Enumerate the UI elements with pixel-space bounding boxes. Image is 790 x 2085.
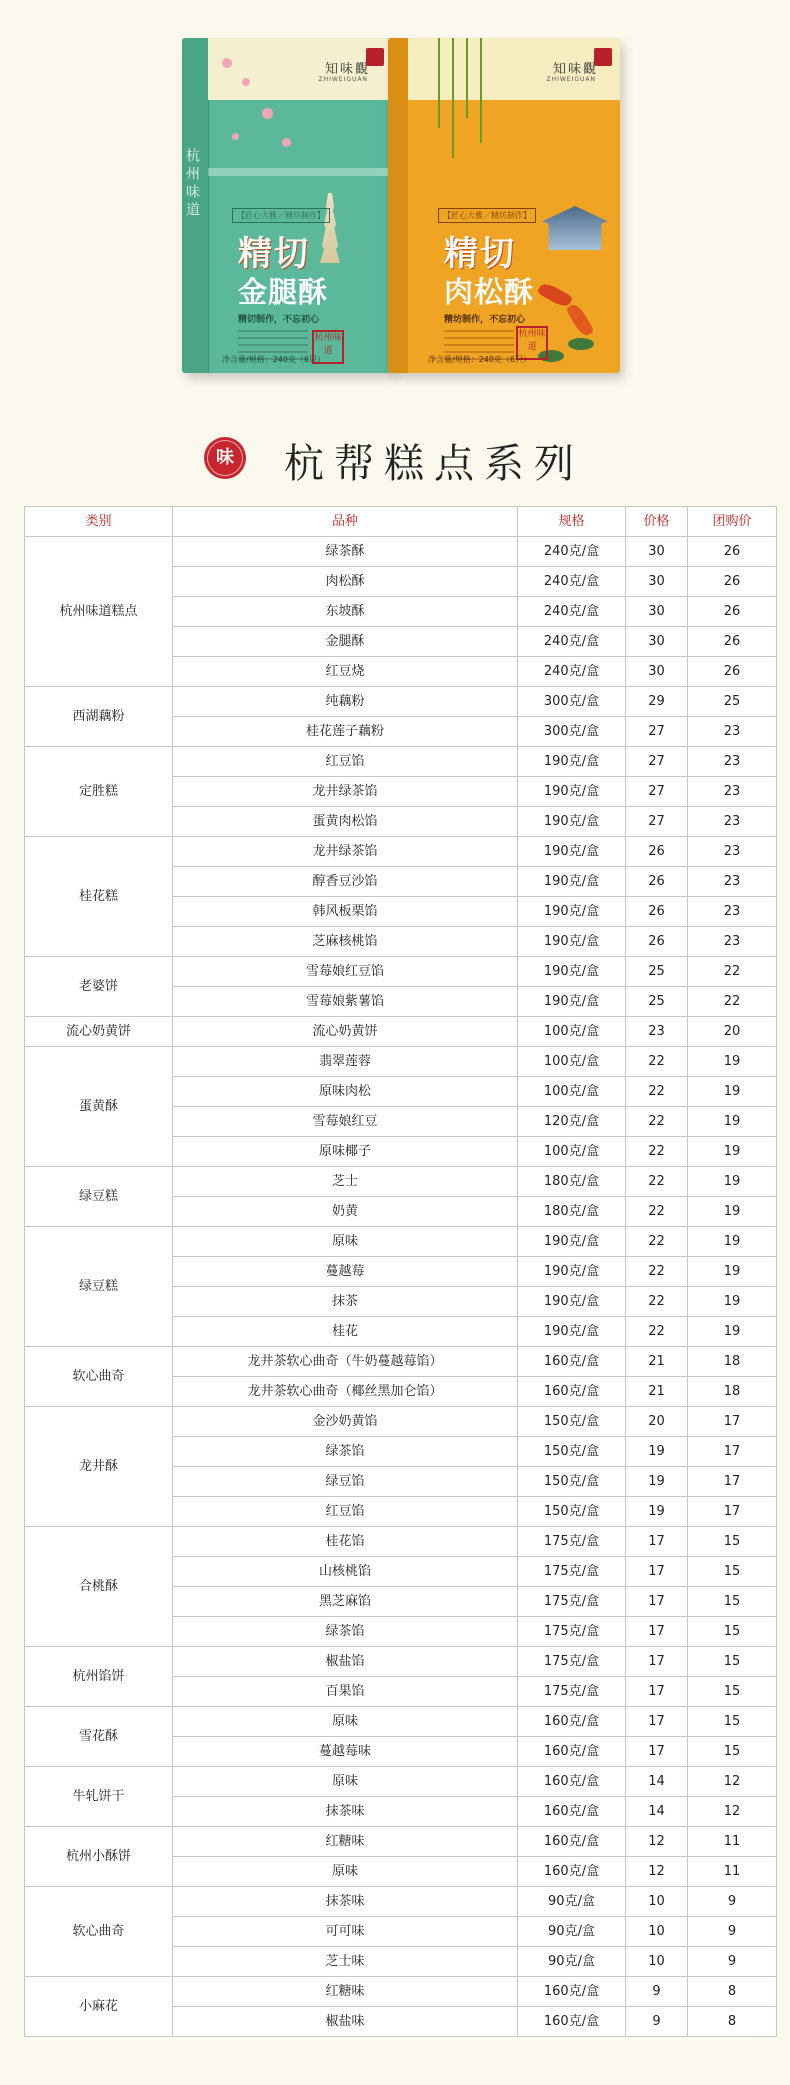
box-side-text: 杭州味道 bbox=[184, 148, 200, 220]
price-cell: 27 bbox=[626, 747, 688, 777]
spec-cell: 190克/盒 bbox=[518, 927, 626, 957]
spec-cell: 150克/盒 bbox=[518, 1437, 626, 1467]
price-cell: 27 bbox=[626, 777, 688, 807]
price-cell: 17 bbox=[626, 1617, 688, 1647]
table-row bbox=[25, 1017, 777, 1047]
group-price-cell: 22 bbox=[688, 957, 777, 987]
variety-cell: 红豆馅 bbox=[173, 1497, 518, 1527]
box-title-line2: 金腿酥 bbox=[238, 275, 329, 309]
category-cell: 龙井酥 bbox=[25, 1407, 173, 1527]
spec-cell: 90克/盒 bbox=[518, 1947, 626, 1977]
category-cell: 小麻花 bbox=[25, 1977, 173, 2037]
group-price-cell: 23 bbox=[688, 897, 777, 927]
price-cell: 17 bbox=[626, 1707, 688, 1737]
spec-cell: 240克/盒 bbox=[518, 597, 626, 627]
variety-cell: 红豆馅 bbox=[173, 747, 518, 777]
price-cell: 23 bbox=[626, 1017, 688, 1047]
variety-cell: 原味 bbox=[173, 1707, 518, 1737]
variety-cell: 芝麻核桃馅 bbox=[173, 927, 518, 957]
variety-cell: 黑芝麻馅 bbox=[173, 1587, 518, 1617]
variety-cell: 蛋黄肉松馅 bbox=[173, 807, 518, 837]
price-cell: 12 bbox=[626, 1857, 688, 1887]
group-price-cell: 18 bbox=[688, 1377, 777, 1407]
variety-cell: 蔓越莓 bbox=[173, 1257, 518, 1287]
price-cell: 19 bbox=[626, 1497, 688, 1527]
spec-cell: 175克/盒 bbox=[518, 1527, 626, 1557]
pavilion-illustration bbox=[542, 206, 608, 250]
group-price-cell: 23 bbox=[688, 927, 777, 957]
group-price-cell: 20 bbox=[688, 1017, 777, 1047]
variety-cell: 雪莓娘红豆 bbox=[173, 1107, 518, 1137]
spec-cell: 160克/盒 bbox=[518, 1797, 626, 1827]
spec-cell: 160克/盒 bbox=[518, 1767, 626, 1797]
column-header-price: 价格 bbox=[626, 507, 688, 537]
group-price-cell: 26 bbox=[688, 537, 777, 567]
category-cell: 绿豆糕 bbox=[25, 1167, 173, 1227]
price-cell: 22 bbox=[626, 1077, 688, 1107]
group-price-cell: 12 bbox=[688, 1797, 777, 1827]
variety-cell: 原味肉松 bbox=[173, 1077, 518, 1107]
variety-cell: 原味 bbox=[173, 1857, 518, 1887]
spec-cell: 300克/盒 bbox=[518, 687, 626, 717]
spec-cell: 175克/盒 bbox=[518, 1587, 626, 1617]
spec-cell: 160克/盒 bbox=[518, 1707, 626, 1737]
spec-cell: 175克/盒 bbox=[518, 1557, 626, 1587]
page-title: 杭帮糕点系列 bbox=[284, 441, 584, 487]
column-header-variety: 品种 bbox=[173, 507, 518, 537]
group-price-cell: 15 bbox=[688, 1557, 777, 1587]
box-title-line2: 肉松酥 bbox=[444, 275, 535, 309]
spec-cell: 240克/盒 bbox=[518, 657, 626, 687]
category-cell: 杭州小酥饼 bbox=[25, 1827, 173, 1887]
price-cell: 9 bbox=[626, 1977, 688, 2007]
box-brand-sub: ZHIWEIGUAN bbox=[318, 76, 368, 83]
column-header-category: 类别 bbox=[25, 507, 173, 537]
variety-cell: 抹茶味 bbox=[173, 1887, 518, 1917]
box-brand: 知味觀 bbox=[324, 62, 370, 77]
spec-cell: 300克/盒 bbox=[518, 717, 626, 747]
category-cell: 牛轧饼干 bbox=[25, 1767, 173, 1827]
group-price-cell: 19 bbox=[688, 1287, 777, 1317]
spec-cell: 150克/盒 bbox=[518, 1497, 626, 1527]
variety-cell: 绿茶酥 bbox=[173, 537, 518, 567]
koi-fish-illustration bbox=[537, 280, 573, 309]
box-stamp: 杭州味道 bbox=[312, 330, 344, 364]
category-cell: 合桃酥 bbox=[25, 1527, 173, 1647]
group-price-cell: 26 bbox=[688, 567, 777, 597]
product-hero-image bbox=[0, 0, 790, 400]
price-cell: 22 bbox=[626, 1197, 688, 1227]
table-row bbox=[25, 687, 777, 717]
spec-cell: 175克/盒 bbox=[518, 1677, 626, 1707]
group-price-cell: 15 bbox=[688, 1527, 777, 1557]
price-cell: 14 bbox=[626, 1797, 688, 1827]
spec-cell: 180克/盒 bbox=[518, 1197, 626, 1227]
group-price-cell: 26 bbox=[688, 627, 777, 657]
table-body bbox=[25, 537, 777, 2037]
table-header-row bbox=[25, 507, 777, 537]
spec-cell: 240克/盒 bbox=[518, 627, 626, 657]
table-row bbox=[25, 1707, 777, 1737]
variety-cell: 桂花莲子藕粉 bbox=[173, 717, 518, 747]
price-cell: 30 bbox=[626, 627, 688, 657]
koi-fish-illustration bbox=[565, 302, 594, 338]
group-price-cell: 15 bbox=[688, 1587, 777, 1617]
category-cell: 桂花糕 bbox=[25, 837, 173, 957]
table-row bbox=[25, 1047, 777, 1077]
variety-cell: 龙井茶软心曲奇（牛奶蔓越莓馅） bbox=[173, 1347, 518, 1377]
table-row bbox=[25, 1827, 777, 1857]
category-cell: 定胜糕 bbox=[25, 747, 173, 837]
table-row bbox=[25, 1167, 777, 1197]
price-cell: 21 bbox=[626, 1347, 688, 1377]
price-cell: 29 bbox=[626, 687, 688, 717]
variety-cell: 芝士味 bbox=[173, 1947, 518, 1977]
group-price-cell: 22 bbox=[688, 987, 777, 1017]
spec-cell: 160克/盒 bbox=[518, 1377, 626, 1407]
spec-cell: 175克/盒 bbox=[518, 1617, 626, 1647]
spec-cell: 190克/盒 bbox=[518, 807, 626, 837]
category-cell: 杭州馅饼 bbox=[25, 1647, 173, 1707]
price-cell: 10 bbox=[626, 1947, 688, 1977]
group-price-cell: 17 bbox=[688, 1467, 777, 1497]
section-heading bbox=[0, 430, 790, 490]
group-price-cell: 8 bbox=[688, 2007, 777, 2037]
variety-cell: 桂花馅 bbox=[173, 1527, 518, 1557]
price-cell: 17 bbox=[626, 1587, 688, 1617]
variety-cell: 雪莓娘红豆馅 bbox=[173, 957, 518, 987]
table-row bbox=[25, 837, 777, 867]
variety-cell: 绿豆馅 bbox=[173, 1467, 518, 1497]
group-price-cell: 23 bbox=[688, 837, 777, 867]
table-row bbox=[25, 537, 777, 567]
spec-cell: 190克/盒 bbox=[518, 1257, 626, 1287]
group-price-cell: 26 bbox=[688, 657, 777, 687]
variety-cell: 金沙奶黄馅 bbox=[173, 1407, 518, 1437]
variety-cell: 山核桃馅 bbox=[173, 1557, 518, 1587]
box-title-line1: 精切 bbox=[444, 234, 516, 274]
variety-cell: 原味椰子 bbox=[173, 1137, 518, 1167]
variety-cell: 纯藕粉 bbox=[173, 687, 518, 717]
spec-cell: 190克/盒 bbox=[518, 897, 626, 927]
group-price-cell: 15 bbox=[688, 1737, 777, 1767]
price-cell: 25 bbox=[626, 987, 688, 1017]
price-cell: 30 bbox=[626, 597, 688, 627]
variety-cell: 韩风板栗馅 bbox=[173, 897, 518, 927]
price-cell: 17 bbox=[626, 1557, 688, 1587]
spec-cell: 190克/盒 bbox=[518, 1287, 626, 1317]
price-cell: 26 bbox=[626, 927, 688, 957]
price-cell: 22 bbox=[626, 1107, 688, 1137]
spec-cell: 150克/盒 bbox=[518, 1407, 626, 1437]
group-price-cell: 8 bbox=[688, 1977, 777, 2007]
group-price-cell: 12 bbox=[688, 1767, 777, 1797]
group-price-cell: 19 bbox=[688, 1227, 777, 1257]
spec-cell: 100克/盒 bbox=[518, 1077, 626, 1107]
price-cell: 26 bbox=[626, 837, 688, 867]
box-slogan: 精切制作，不忘初心 bbox=[238, 315, 320, 325]
spec-cell: 160克/盒 bbox=[518, 1347, 626, 1377]
group-price-cell: 25 bbox=[688, 687, 777, 717]
spec-cell: 100克/盒 bbox=[518, 1137, 626, 1167]
group-price-cell: 19 bbox=[688, 1107, 777, 1137]
spec-cell: 190克/盒 bbox=[518, 1317, 626, 1347]
price-cell: 20 bbox=[626, 1407, 688, 1437]
price-cell: 30 bbox=[626, 537, 688, 567]
category-cell: 软心曲奇 bbox=[25, 1347, 173, 1407]
box-side-panel bbox=[388, 38, 408, 373]
group-price-cell: 9 bbox=[688, 1917, 777, 1947]
variety-cell: 龙井绿茶馅 bbox=[173, 837, 518, 867]
variety-cell: 翡翠莲蓉 bbox=[173, 1047, 518, 1077]
price-cell: 12 bbox=[626, 1827, 688, 1857]
box-slogan: 精坊制作，不忘初心 bbox=[444, 315, 526, 325]
category-cell: 杭州味道糕点 bbox=[25, 537, 173, 687]
group-price-cell: 15 bbox=[688, 1617, 777, 1647]
variety-cell: 东坡酥 bbox=[173, 597, 518, 627]
box-tagline: 【匠心大雅／精坊制作】 bbox=[438, 208, 536, 223]
group-price-cell: 11 bbox=[688, 1827, 777, 1857]
price-cell: 19 bbox=[626, 1467, 688, 1497]
group-price-cell: 19 bbox=[688, 1137, 777, 1167]
variety-cell: 龙井绿茶馅 bbox=[173, 777, 518, 807]
price-cell: 22 bbox=[626, 1047, 688, 1077]
group-price-cell: 26 bbox=[688, 597, 777, 627]
price-cell: 26 bbox=[626, 897, 688, 927]
spec-cell: 175克/盒 bbox=[518, 1647, 626, 1677]
group-price-cell: 15 bbox=[688, 1647, 777, 1677]
price-cell: 22 bbox=[626, 1317, 688, 1347]
box-stamp: 杭州味道 bbox=[516, 326, 548, 360]
category-cell: 老婆饼 bbox=[25, 957, 173, 1017]
group-price-cell: 17 bbox=[688, 1497, 777, 1527]
price-cell: 17 bbox=[626, 1647, 688, 1677]
table-row bbox=[25, 1227, 777, 1257]
variety-cell: 原味 bbox=[173, 1767, 518, 1797]
price-cell: 19 bbox=[626, 1437, 688, 1467]
group-price-cell: 19 bbox=[688, 1167, 777, 1197]
variety-cell: 椒盐味 bbox=[173, 2007, 518, 2037]
group-price-cell: 23 bbox=[688, 867, 777, 897]
spec-cell: 150克/盒 bbox=[518, 1467, 626, 1497]
variety-cell: 雪莓娘紫薯馅 bbox=[173, 987, 518, 1017]
price-cell: 22 bbox=[626, 1167, 688, 1197]
group-price-cell: 11 bbox=[688, 1857, 777, 1887]
box-net-weight: 净含量/规格：240克（6只） bbox=[428, 355, 532, 364]
group-price-cell: 9 bbox=[688, 1887, 777, 1917]
price-cell: 27 bbox=[626, 717, 688, 747]
category-cell: 软心曲奇 bbox=[25, 1887, 173, 1977]
price-cell: 22 bbox=[626, 1257, 688, 1287]
group-price-cell: 17 bbox=[688, 1437, 777, 1467]
table-row bbox=[25, 1527, 777, 1557]
variety-cell: 可可味 bbox=[173, 1917, 518, 1947]
spec-cell: 190克/盒 bbox=[518, 867, 626, 897]
group-price-cell: 19 bbox=[688, 1257, 777, 1287]
category-cell: 绿豆糕 bbox=[25, 1227, 173, 1347]
spec-cell: 90克/盒 bbox=[518, 1917, 626, 1947]
spec-cell: 100克/盒 bbox=[518, 1047, 626, 1077]
price-cell: 17 bbox=[626, 1737, 688, 1767]
spec-cell: 190克/盒 bbox=[518, 747, 626, 777]
spec-cell: 90克/盒 bbox=[518, 1887, 626, 1917]
price-cell: 17 bbox=[626, 1677, 688, 1707]
spec-cell: 160克/盒 bbox=[518, 1737, 626, 1767]
variety-cell: 肉松酥 bbox=[173, 567, 518, 597]
group-price-cell: 19 bbox=[688, 1077, 777, 1107]
table-row bbox=[25, 1407, 777, 1437]
price-cell: 9 bbox=[626, 2007, 688, 2037]
price-cell: 14 bbox=[626, 1767, 688, 1797]
table-row bbox=[25, 1887, 777, 1917]
price-cell: 25 bbox=[626, 957, 688, 987]
table-row bbox=[25, 1767, 777, 1797]
group-price-cell: 18 bbox=[688, 1347, 777, 1377]
spec-cell: 160克/盒 bbox=[518, 1857, 626, 1887]
spec-cell: 180克/盒 bbox=[518, 1167, 626, 1197]
price-cell: 30 bbox=[626, 657, 688, 687]
group-price-cell: 19 bbox=[688, 1047, 777, 1077]
group-price-cell: 15 bbox=[688, 1707, 777, 1737]
price-cell: 22 bbox=[626, 1137, 688, 1167]
column-header-group-price: 团购价 bbox=[688, 507, 777, 537]
variety-cell: 绿茶馅 bbox=[173, 1617, 518, 1647]
price-table bbox=[24, 506, 777, 2037]
spec-cell: 160克/盒 bbox=[518, 1827, 626, 1857]
table-row bbox=[25, 1647, 777, 1677]
variety-cell: 红糖味 bbox=[173, 1827, 518, 1857]
group-price-cell: 23 bbox=[688, 777, 777, 807]
table-row bbox=[25, 1347, 777, 1377]
price-cell: 21 bbox=[626, 1377, 688, 1407]
table-row bbox=[25, 1977, 777, 2007]
group-price-cell: 19 bbox=[688, 1317, 777, 1347]
variety-cell: 流心奶黄饼 bbox=[173, 1017, 518, 1047]
box-brand-sub: ZHIWEIGUAN bbox=[546, 76, 596, 83]
variety-cell: 蔓越莓味 bbox=[173, 1737, 518, 1767]
price-cell: 17 bbox=[626, 1527, 688, 1557]
price-cell: 22 bbox=[626, 1287, 688, 1317]
spec-cell: 100克/盒 bbox=[518, 1017, 626, 1047]
category-cell: 蛋黄酥 bbox=[25, 1047, 173, 1167]
group-price-cell: 23 bbox=[688, 747, 777, 777]
variety-cell: 奶黄 bbox=[173, 1197, 518, 1227]
variety-cell: 芝士 bbox=[173, 1167, 518, 1197]
spec-cell: 190克/盒 bbox=[518, 957, 626, 987]
variety-cell: 醇香豆沙馅 bbox=[173, 867, 518, 897]
green-product-box bbox=[182, 38, 392, 373]
table-row bbox=[25, 747, 777, 777]
group-price-cell: 17 bbox=[688, 1407, 777, 1437]
category-cell: 西湖藕粉 bbox=[25, 687, 173, 747]
box-title-line1: 精切 bbox=[238, 234, 310, 274]
spec-cell: 160克/盒 bbox=[518, 2007, 626, 2037]
group-price-cell: 15 bbox=[688, 1677, 777, 1707]
variety-cell: 椒盐馅 bbox=[173, 1647, 518, 1677]
box-tagline: 【匠心大雅／精坊制作】 bbox=[232, 208, 330, 223]
group-price-cell: 23 bbox=[688, 717, 777, 747]
group-price-cell: 19 bbox=[688, 1197, 777, 1227]
variety-cell: 原味 bbox=[173, 1227, 518, 1257]
group-price-cell: 9 bbox=[688, 1947, 777, 1977]
spec-cell: 240克/盒 bbox=[518, 567, 626, 597]
price-cell: 22 bbox=[626, 1227, 688, 1257]
spec-cell: 240克/盒 bbox=[518, 537, 626, 567]
spec-cell: 190克/盒 bbox=[518, 1227, 626, 1257]
variety-cell: 绿茶馅 bbox=[173, 1437, 518, 1467]
category-cell: 雪花酥 bbox=[25, 1707, 173, 1767]
variety-cell: 红糖味 bbox=[173, 1977, 518, 2007]
price-cell: 26 bbox=[626, 867, 688, 897]
variety-cell: 红豆烧 bbox=[173, 657, 518, 687]
group-price-cell: 23 bbox=[688, 807, 777, 837]
variety-cell: 金腿酥 bbox=[173, 627, 518, 657]
spec-cell: 190克/盒 bbox=[518, 987, 626, 1017]
variety-cell: 龙井茶软心曲奇（椰丝黑加仑馅） bbox=[173, 1377, 518, 1407]
variety-cell: 桂花 bbox=[173, 1317, 518, 1347]
spec-cell: 190克/盒 bbox=[518, 777, 626, 807]
price-cell: 30 bbox=[626, 567, 688, 597]
pagoda-illustration bbox=[320, 193, 340, 263]
price-cell: 10 bbox=[626, 1887, 688, 1917]
price-cell: 27 bbox=[626, 807, 688, 837]
box-brand: 知味觀 bbox=[552, 62, 598, 77]
seal-logo-icon: 味 bbox=[204, 437, 246, 479]
orange-product-box bbox=[388, 38, 620, 373]
column-header-spec: 规格 bbox=[518, 507, 626, 537]
price-cell: 10 bbox=[626, 1917, 688, 1947]
variety-cell: 百果馅 bbox=[173, 1677, 518, 1707]
spec-cell: 190克/盒 bbox=[518, 837, 626, 867]
box-net-weight: 净含量/规格：240克（6只） bbox=[222, 355, 326, 364]
spec-cell: 120克/盒 bbox=[518, 1107, 626, 1137]
category-cell: 流心奶黄饼 bbox=[25, 1017, 173, 1047]
spec-cell: 160克/盒 bbox=[518, 1977, 626, 2007]
variety-cell: 抹茶 bbox=[173, 1287, 518, 1317]
table-row bbox=[25, 957, 777, 987]
variety-cell: 抹茶味 bbox=[173, 1797, 518, 1827]
